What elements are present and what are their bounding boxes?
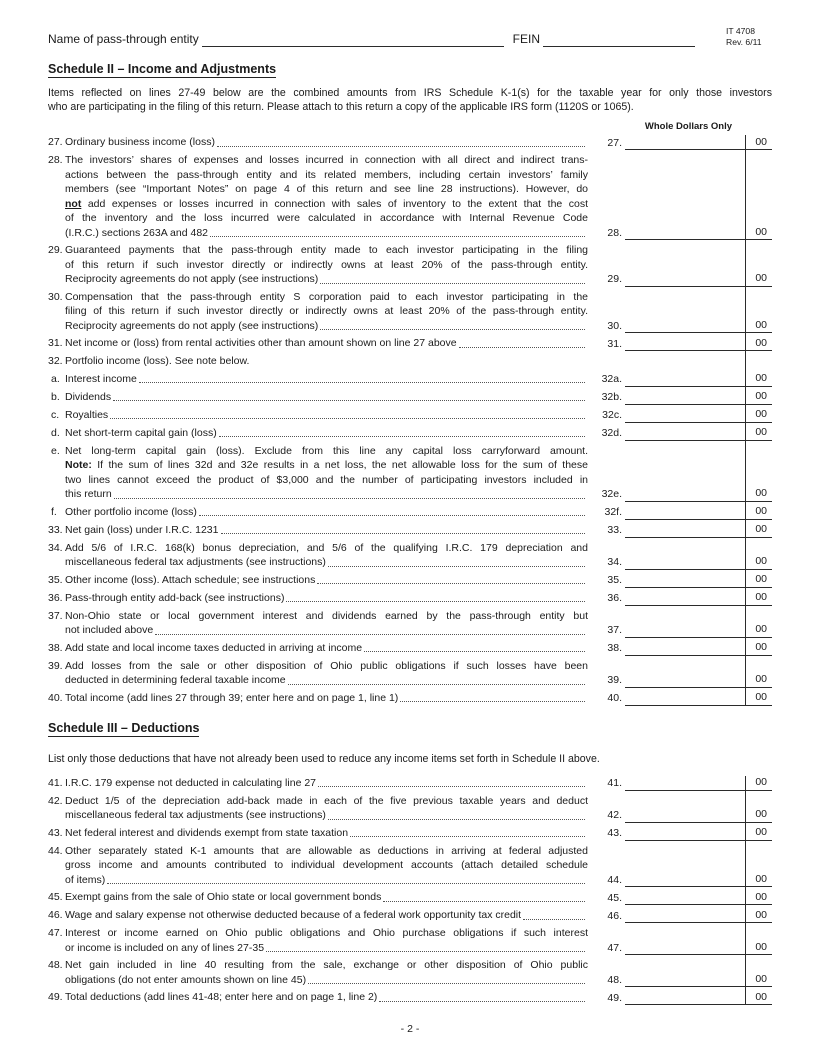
entity-name-label: Name of pass-through entity bbox=[48, 32, 199, 46]
cents-label: 00 bbox=[755, 990, 767, 1003]
form-line-45 bbox=[48, 890, 772, 905]
form-line-32d bbox=[48, 426, 772, 441]
line-45-amount-field[interactable] bbox=[625, 890, 772, 905]
line-text: Guaranteed payments that the pass-through entity made to each investor participating in the filing of this return if such investor directly or indirectly owns at least 20% of the pass-through entity. Reciprocity agreements do not apply (see instructions) bbox=[65, 244, 588, 285]
page-number: - 2 - bbox=[400, 1023, 420, 1035]
line-text: Non-Ohio state or local government interest and dividends earned by the pass-through entity but not included above bbox=[65, 609, 588, 636]
dotted-leader bbox=[199, 515, 585, 516]
schedule-2-rows bbox=[48, 135, 772, 706]
line-text: Dividends bbox=[65, 390, 588, 405]
cents-label: 00 bbox=[755, 691, 767, 703]
line-number: 27. bbox=[48, 136, 63, 148]
line-text: Ordinary business income (loss) bbox=[65, 135, 588, 150]
cents-label: 00 bbox=[755, 908, 767, 921]
cents-label: 00 bbox=[755, 318, 767, 331]
line-text: Add state and local income taxes deducted in arriving at income bbox=[65, 641, 588, 656]
form-line-32c bbox=[48, 408, 772, 423]
form-number: IT 4708 bbox=[726, 26, 755, 36]
line-32b-amount-field[interactable] bbox=[625, 390, 772, 405]
dotted-leader bbox=[379, 1001, 585, 1002]
line-text: Total income (add lines 27 through 39; enter here and on page 1, line 1) bbox=[65, 691, 588, 706]
line-number: 31. bbox=[48, 337, 63, 349]
line-text: Interest or income earned on Ohio public obligations and Ohio purchase obligations if such interest or income is included on any of lines 27-35 bbox=[65, 927, 588, 954]
form-line-37 bbox=[48, 609, 772, 638]
dotted-leader bbox=[328, 566, 585, 567]
line-number: e. bbox=[51, 444, 60, 457]
line-text: Compensation that the pass-through entity S corporation paid to each investor participating in the filing of this return if such investor directly or indirectly owns at least 20% of the pass-through entity. Reciprocity agreements do not apply (see instructions) bbox=[65, 290, 588, 332]
line-ref: 47. bbox=[607, 941, 622, 954]
line-31-amount-field[interactable] bbox=[625, 336, 772, 351]
line-ref: 42. bbox=[607, 809, 622, 821]
form-line-49 bbox=[48, 990, 772, 1005]
dotted-leader bbox=[350, 836, 585, 837]
line-ref: 32c. bbox=[602, 409, 622, 421]
line-text: Net federal interest and dividends exempt from state taxation bbox=[65, 826, 588, 841]
form-line-46 bbox=[48, 908, 772, 923]
form-revision: Rev. 6/11 bbox=[726, 36, 762, 47]
cents-label: 00 bbox=[755, 940, 767, 953]
line-32c-amount-field[interactable] bbox=[625, 408, 772, 423]
line-text: I.R.C. 179 expense not deducted in calculating line 27 bbox=[65, 776, 588, 791]
line-number: 35. bbox=[48, 573, 63, 586]
cents-label: 00 bbox=[755, 673, 767, 685]
dotted-leader bbox=[317, 583, 585, 584]
dotted-leader bbox=[400, 701, 585, 702]
dotted-leader bbox=[318, 786, 585, 787]
line-number: a. bbox=[51, 372, 60, 385]
form-line-39 bbox=[48, 659, 772, 688]
form-line-38 bbox=[48, 641, 772, 656]
form-line-32a bbox=[48, 372, 772, 387]
line-ref: 49. bbox=[607, 991, 622, 1004]
dotted-leader bbox=[113, 400, 585, 401]
line-text: Net short-term capital gain (loss) bbox=[65, 426, 588, 441]
line-number: 44. bbox=[48, 844, 63, 857]
form-line-40 bbox=[48, 691, 772, 706]
line-text: The investors’ shares of expenses and losses incurred in connection with all direct and indirect trans- actions between the pass-through entity and its related members, including certain investors’ family members (see “Important Notes” on page 4 of this return and see line 28 instructions). However, do not add expenses or losses incurred in connection with sales of inventory to the extent that the cost of the inventory and the loss incurred were calculated in accordance with Internal Revenue Code (I.R.C.) sections 263A and 482 bbox=[65, 154, 588, 239]
dotted-leader bbox=[459, 347, 585, 348]
line-48-amount-field[interactable] bbox=[625, 972, 772, 987]
schedule-2-intro bbox=[48, 86, 772, 114]
cents-label: 00 bbox=[755, 808, 767, 820]
line-ref: 45. bbox=[607, 891, 622, 904]
schedule-2-title: Schedule II – Income and Adjustments bbox=[48, 62, 277, 76]
dotted-leader bbox=[155, 634, 585, 635]
line-number: f. bbox=[51, 505, 57, 518]
line-text: Pass-through entity add-back (see instructions) bbox=[65, 591, 588, 606]
form-line-28 bbox=[48, 153, 772, 240]
line-text: Net long-term capital gain (loss). Exclude from this line any capital loss carryforward amount. Note: If the sum of lines 32d and 32e results in a net loss, the net allowable loss for the sum of these two lines cannot exceed the product of $3,000 and the number of participating investors included in this return bbox=[65, 444, 588, 500]
line-32d-amount-field[interactable] bbox=[625, 426, 772, 441]
schedule-2-section bbox=[48, 47, 772, 706]
dotted-leader bbox=[320, 283, 585, 284]
dotted-leader bbox=[210, 236, 585, 237]
cents-label: 00 bbox=[755, 890, 767, 903]
cents-label: 00 bbox=[755, 776, 767, 788]
line-text: Net income or (loss) from rental activities other than amount shown on line 27 above bbox=[65, 336, 588, 351]
line-text: Deduct 1/5 of the depreciation add-back made in each of the five previous taxable years and deduct miscellaneous federal tax adjustments (see instructions) bbox=[65, 794, 588, 821]
line-number: 45. bbox=[48, 891, 63, 903]
cents-label: 00 bbox=[755, 826, 767, 838]
line-number: 28. bbox=[48, 154, 63, 166]
schedule-3-rows bbox=[48, 776, 772, 1006]
dotted-leader bbox=[110, 418, 585, 419]
cents-label: 00 bbox=[755, 487, 767, 499]
line-47-amount-field[interactable] bbox=[625, 940, 772, 955]
cents-label: 00 bbox=[755, 972, 767, 985]
line-text: Interest income bbox=[65, 372, 588, 387]
line-ref: 27. bbox=[607, 136, 622, 149]
line-text: Other separately stated K-1 amounts that are allowable as deductions in arriving at federal adjusted gross income and amounts contributed to individual development accounts (attach detailed schedule of items) bbox=[65, 844, 588, 886]
line-43-amount-field[interactable] bbox=[625, 826, 772, 841]
form-header bbox=[48, 26, 772, 47]
fein-field[interactable] bbox=[543, 32, 695, 47]
form-line-33 bbox=[48, 523, 772, 538]
line-number: 47. bbox=[48, 927, 63, 939]
intro-line: Items reflected on lines 27-49 below are the combined amounts from IRS Schedule K-1(s) for the taxable year for only those investors bbox=[48, 87, 772, 99]
line-number: d. bbox=[51, 426, 60, 439]
line-29-amount-field[interactable] bbox=[625, 272, 772, 287]
line-49-amount-field[interactable] bbox=[625, 990, 772, 1005]
cents-label: 00 bbox=[755, 408, 767, 420]
line-number: 34. bbox=[48, 541, 63, 554]
entity-name-field[interactable] bbox=[202, 32, 504, 47]
line-ref: 48. bbox=[607, 973, 622, 986]
cents-label: 00 bbox=[755, 426, 767, 438]
line-ref: 30. bbox=[607, 319, 622, 332]
line-text: Portfolio income (loss). See note below. bbox=[65, 355, 250, 367]
line-ref: 40. bbox=[607, 692, 622, 704]
line-38-amount-field[interactable] bbox=[625, 641, 772, 656]
form-line-42 bbox=[48, 794, 772, 823]
form-line-30 bbox=[48, 290, 772, 334]
line-text: Other portfolio income (loss) bbox=[65, 505, 588, 520]
line-text: Royalties bbox=[65, 408, 588, 423]
line-text: Exempt gains from the sale of Ohio state or local government bonds bbox=[65, 890, 588, 905]
dotted-leader bbox=[288, 684, 585, 685]
line-text: Net gain (loss) under I.R.C. 1231 bbox=[65, 523, 588, 538]
cents-label: 00 bbox=[755, 591, 767, 603]
cents-label: 00 bbox=[755, 336, 767, 349]
line-number: b. bbox=[51, 390, 60, 403]
intro-line: who are participating in the filing of this return. Please attach to this return a copy of the applicable IRS form (1120S or 1065). bbox=[48, 101, 634, 113]
line-number: 41. bbox=[48, 776, 63, 789]
line-41-amount-field[interactable] bbox=[625, 776, 772, 791]
line-32a-amount-field[interactable] bbox=[625, 372, 772, 387]
line-ref: 35. bbox=[607, 574, 622, 586]
dotted-leader bbox=[139, 382, 585, 383]
cents-label: 00 bbox=[755, 372, 767, 384]
line-number: 29. bbox=[48, 244, 63, 256]
line-42-amount-field[interactable] bbox=[625, 808, 772, 823]
line-ref: 33. bbox=[607, 524, 622, 536]
line-text: Wage and salary expense not otherwise deducted because of a federal work opportunity tax credit bbox=[65, 908, 588, 923]
form-line-36 bbox=[48, 591, 772, 606]
line-number: c. bbox=[51, 408, 60, 421]
line-ref: 32d. bbox=[601, 427, 622, 439]
form-line-41 bbox=[48, 776, 772, 791]
form-id-block bbox=[726, 26, 772, 47]
dotted-leader bbox=[308, 983, 585, 984]
line-34-amount-field[interactable] bbox=[625, 555, 772, 570]
dotted-leader bbox=[266, 951, 585, 952]
line-ref: 37. bbox=[607, 624, 622, 636]
cents-label: 00 bbox=[755, 872, 767, 885]
cents-label: 00 bbox=[755, 623, 767, 635]
line-text: Total deductions (add lines 41-48; enter here and on page 1, line 2) bbox=[65, 990, 588, 1005]
dotted-leader bbox=[114, 498, 585, 499]
line-37-amount-field[interactable] bbox=[625, 623, 772, 638]
line-36-amount-field[interactable] bbox=[625, 591, 772, 606]
line-number: 40. bbox=[48, 691, 63, 704]
cents-label: 00 bbox=[755, 272, 767, 284]
line-39-amount-field[interactable] bbox=[625, 673, 772, 688]
dotted-leader bbox=[523, 919, 585, 920]
line-ref: 39. bbox=[607, 674, 622, 686]
line-number: 42. bbox=[48, 794, 63, 807]
line-ref: 32e. bbox=[601, 488, 622, 500]
line-number: 43. bbox=[48, 826, 63, 839]
line-35-amount-field[interactable] bbox=[625, 573, 772, 588]
line-number: 39. bbox=[48, 659, 63, 672]
dotted-leader bbox=[221, 533, 586, 534]
form-line-34 bbox=[48, 541, 772, 570]
form-line-47 bbox=[48, 926, 772, 955]
form-line-32 bbox=[48, 354, 772, 369]
form-line-32e bbox=[48, 444, 772, 502]
form-line-48 bbox=[48, 958, 772, 987]
form-line-32b bbox=[48, 390, 772, 405]
line-32f-amount-field[interactable] bbox=[625, 505, 772, 520]
line-28-amount-field[interactable] bbox=[625, 225, 772, 240]
dotted-leader bbox=[328, 819, 585, 820]
schedule-3-section bbox=[48, 706, 772, 1006]
line-ref: 36. bbox=[607, 592, 622, 604]
form-line-44 bbox=[48, 844, 772, 888]
line-27-amount-field[interactable] bbox=[625, 135, 772, 150]
dotted-leader bbox=[320, 329, 585, 330]
line-text: Add 5/6 of I.R.C. 168(k) bonus depreciation, and 5/6 of the qualifying I.R.C. 179 depreciation and miscellaneous federal tax adjustments (see instructions) bbox=[65, 541, 588, 568]
line-number: 30. bbox=[48, 290, 63, 303]
line-number: 46. bbox=[48, 909, 63, 921]
form-line-35 bbox=[48, 573, 772, 588]
cents-label: 00 bbox=[755, 390, 767, 402]
line-40-amount-field[interactable] bbox=[625, 691, 772, 706]
dotted-leader bbox=[286, 601, 585, 602]
line-ref: 34. bbox=[607, 556, 622, 568]
line-44-amount-field[interactable] bbox=[625, 872, 772, 887]
form-line-31 bbox=[48, 336, 772, 351]
cents-label: 00 bbox=[755, 641, 767, 653]
line-ref: 29. bbox=[607, 273, 622, 285]
line-ref: 31. bbox=[607, 337, 622, 350]
line-ref: 43. bbox=[607, 827, 622, 839]
dotted-leader bbox=[219, 436, 585, 437]
line-text: Add losses from the sale or other disposition of Ohio public obligations if such losses have been deducted in determining federal taxable income bbox=[65, 659, 588, 686]
line-ref: 46. bbox=[607, 909, 622, 922]
form-line-43 bbox=[48, 826, 772, 841]
schedule-3-title: Schedule III – Deductions bbox=[48, 720, 200, 735]
line-46-amount-field[interactable] bbox=[625, 908, 772, 923]
schedule-3-intro: List only those deductions that have not already been used to reduce any income items set forth in Schedule II above. bbox=[48, 752, 600, 765]
form-line-27 bbox=[48, 135, 772, 150]
line-ref: 38. bbox=[607, 642, 622, 654]
line-33-amount-field[interactable] bbox=[625, 523, 772, 538]
cents-label: 00 bbox=[755, 135, 767, 148]
line-ref: 44. bbox=[607, 873, 622, 886]
whole-dollars-only-header: Whole Dollars Only bbox=[644, 121, 732, 132]
line-32e-amount-field[interactable] bbox=[625, 487, 772, 502]
line-30-amount-field[interactable] bbox=[625, 318, 772, 333]
line-text: Net gain included in line 40 resulting from the sale, exchange or other disposition of Ohio public obligations (do not enter amounts shown on line 45) bbox=[65, 959, 588, 986]
line-number: 48. bbox=[48, 959, 63, 971]
cents-label: 00 bbox=[755, 523, 767, 535]
line-ref: 32b. bbox=[601, 391, 622, 403]
dotted-leader bbox=[107, 883, 585, 884]
line-number: 36. bbox=[48, 591, 63, 604]
cents-label: 00 bbox=[755, 573, 767, 585]
cents-label: 00 bbox=[755, 505, 767, 517]
cents-label: 00 bbox=[755, 555, 767, 567]
dotted-leader bbox=[383, 901, 585, 902]
line-number: 38. bbox=[48, 641, 63, 654]
line-text: Other income (loss). Attach schedule; see instructions bbox=[65, 573, 588, 588]
fein-label: FEIN bbox=[512, 32, 540, 46]
line-number: 33. bbox=[48, 523, 63, 536]
line-ref: 28. bbox=[607, 226, 622, 239]
dotted-leader bbox=[364, 651, 585, 652]
line-number: 32. bbox=[48, 355, 63, 367]
cents-label: 00 bbox=[755, 225, 767, 238]
line-ref: 41. bbox=[607, 777, 622, 789]
form-line-29 bbox=[48, 243, 772, 287]
line-number: 37. bbox=[48, 609, 63, 622]
line-number: 49. bbox=[48, 991, 63, 1003]
form-line-32f bbox=[48, 505, 772, 520]
line-ref: 32f. bbox=[604, 506, 622, 518]
line-ref: 32a. bbox=[601, 373, 622, 385]
dotted-leader bbox=[217, 146, 585, 147]
